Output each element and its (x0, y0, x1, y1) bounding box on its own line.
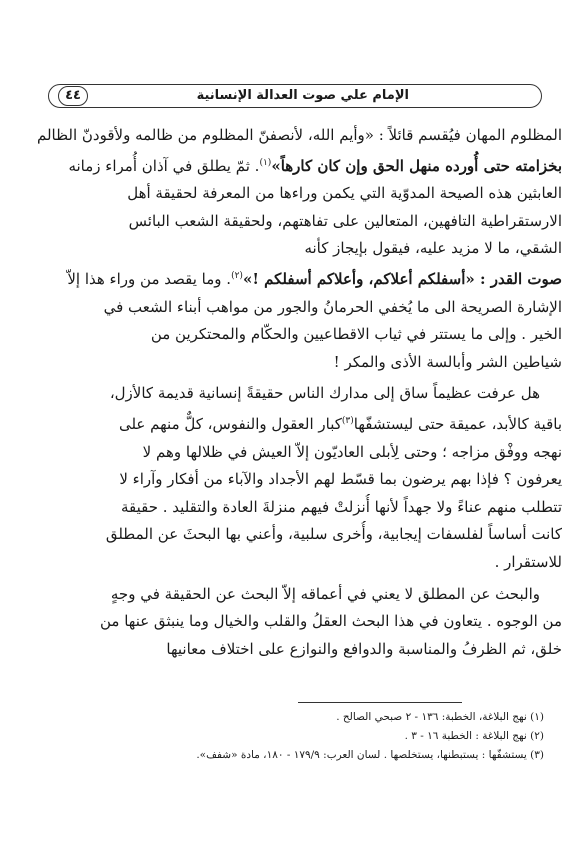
footnote-2: (٢) نهج البلاغة : الخطبة ١٦ - ٣ . (404, 730, 544, 742)
main-text (22, 122, 562, 663)
text-line: شياطين الشر وأبالسة الأذى والمكر ! (333, 352, 562, 371)
footnote-ref: (١) (259, 157, 272, 168)
text-line: كانت أساساً لفلسفات إيجابية، وأُخرى سلبية، وأعني بها البحثَ عن المطلق (105, 525, 562, 544)
text-line: نهجه ووفْق مزاجه ؛ وحتى لِأبلى العاديّون إلاّ العيش في ظلالها وهم لا (142, 442, 562, 461)
running-header (48, 84, 542, 108)
text-line: للاستقرار . (494, 552, 562, 571)
footnote-1: (١) نهج البلاغة، الخطبة: ١٣٦ - ٢ صبحي الصالح . (336, 711, 544, 723)
footnote-divider (298, 702, 462, 703)
text-line: المظلوم المهان فيُقسم قائلاً : «وأيم الله، لأنصفنّ المظلوم من ظالمه ولأقودنّ الظالم (36, 126, 562, 144)
paragraph-2 (22, 380, 562, 576)
text-line: هل عرفت عظيماً ساق إلى مدارك الناس حقيقةً إنسانية قديمة كالأزل، (109, 384, 540, 403)
text-line: الإشارة الصريحة الى ما يُخفي الحرمانُ والجور من مواهب أبناء الشعب في (103, 297, 562, 316)
footnote-ref: (٣) (341, 415, 354, 426)
text-line: والبحث عن المطلق لا يعني في أعماقه إلاّ البحث عن الحقيقة في وجهٍ (110, 584, 540, 603)
text-line: الشقي، ما لا مزيد عليه، فيقول بإيجاز كأنه (304, 239, 562, 258)
text-line: صوت القدر : «أسفلكم أعلاكم، وأعلاكم أسفلكم !»$^{(٢)}$. وما يقصد من وراء هذا إلاّ (67, 269, 562, 288)
text-line: من الوجوه . يتعاون في هذا البحث العقلُ والقلب والخيال وما ينبثق عنها من (99, 612, 562, 631)
footnote-ref: (٢) (231, 270, 243, 281)
text-line: العابثين هذه الصيحة المدوّية التي يكمن وراءها من المعرفة لحقيقة أهل (127, 184, 562, 203)
text-line: تتطلب منهم عناءً ولا جهداً لأنها أُنزلتْ فيهم منزلةَ العادة والتقليد . حقيقة (120, 497, 562, 516)
footnote-3: (٣) يستشفّها : يستبطنها، يستخلصها . لسان العرب: ١٧٩/٩ - ١٨٠، مادة «شفف». (196, 749, 544, 761)
paragraph-3 (22, 581, 562, 664)
text-line: باقية كالأبد، عميقة حتى ليستشفّها$^{(٣)}$كبار العقول والنفوس، كلٌّ منهم على (118, 414, 562, 433)
page-number: ٤٤ (58, 86, 88, 106)
text-line: يعرفون ؟ فإذا بهم يرضون بما قسّط لهم الأجداد والآباء من أفكار وآراء لا (119, 470, 562, 489)
paragraph-1 (22, 122, 562, 376)
text-line: خلق، ثم الظرفُ والمناسبة والدوافع والنوازع على اختلاف معانيها (166, 639, 562, 658)
text-line: الارستقراطية التافهين، المتعالين على تفاهتهم، ولحقيقة الشعب البائس (128, 211, 562, 230)
header-title: الإمام علي صوت العدالة الإنسانية (196, 88, 409, 103)
text-line: الخير . وإلى ما يستتر في ثياب الاقطاعيين والحكّام والمحتكرين من (150, 325, 562, 344)
footnotes (24, 708, 544, 765)
text-line: بخزامته حتى أُورده منهل الحق وإن كان كارهاً»$^{(١)}$. ثمّ يطلق في آذان أُمراء زمانه (68, 156, 562, 175)
